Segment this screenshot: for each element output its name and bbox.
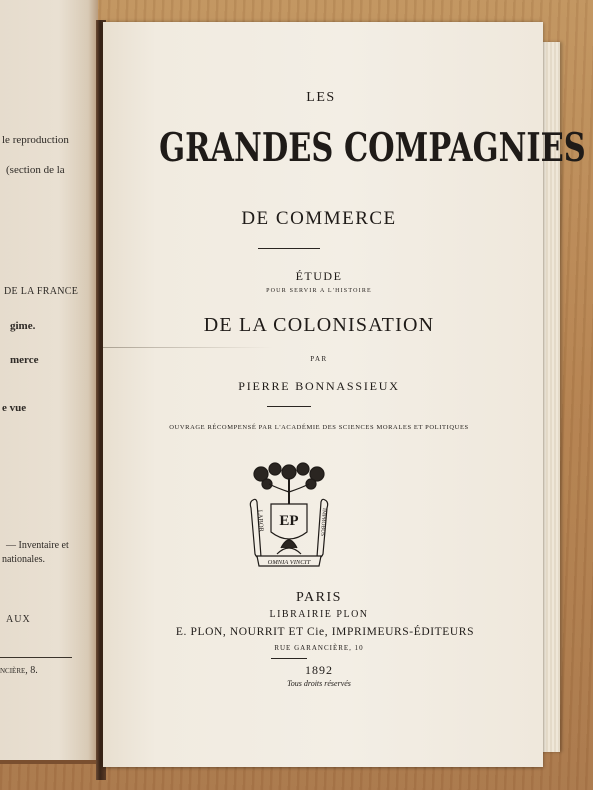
- printers: E. PLON, NOURRIT ET Cie, IMPRIMEURS-ÉDITEURS: [175, 626, 475, 638]
- left-page-rule: [0, 657, 72, 658]
- city: PARIS: [296, 590, 342, 605]
- left-page-line: e vue: [2, 402, 27, 414]
- publisher-emblem: [247, 462, 331, 570]
- main-title: [99, 125, 586, 171]
- left-page-line: DE LA FRANCE: [4, 286, 79, 297]
- emblem-monogram: EP: [279, 513, 299, 529]
- etude: ÉTUDE: [295, 269, 343, 283]
- page-crease: [103, 347, 273, 348]
- left-page-line: le reproduction: [2, 134, 69, 146]
- author: PIERRE BONNASSIEUX: [238, 379, 400, 393]
- left-page-line: merce: [10, 354, 39, 366]
- left-page-line: nationales.: [2, 554, 46, 565]
- left-page-line: — Inventaire et: [6, 540, 69, 551]
- emblem-motto-right: IMPROBUS: [319, 507, 327, 537]
- left-page-line: ncière, 8.: [0, 665, 38, 676]
- title-les: LES: [306, 90, 336, 105]
- publisher-emblem-icon: [247, 462, 331, 570]
- award: OUVRAGE RÉCOMPENSÉ PAR L'ACADÉMIE DES SCIENCES MORALES ET POLITIQUES: [169, 424, 469, 431]
- publisher: LIBRAIRIE PLON: [269, 609, 369, 620]
- emblem-motto-left: LABOR: [256, 509, 265, 533]
- left-page-line: gime.: [10, 320, 36, 332]
- left-page: [0, 0, 98, 764]
- address: RUE GARANCIÈRE, 10: [274, 644, 364, 652]
- rule-1: [258, 248, 320, 249]
- rule-2: [267, 406, 311, 407]
- subtitle: DE COMMERCE: [241, 208, 397, 229]
- left-page-line: (section de la: [6, 164, 65, 176]
- title-page: [103, 22, 586, 767]
- colonisation: DE LA COLONISATION: [203, 314, 435, 336]
- pour-servir: POUR SERVIR A L'HISTOIRE: [266, 288, 372, 294]
- year: 1892: [305, 663, 333, 677]
- rights: Tous droits réservés: [287, 679, 351, 688]
- left-page-line: AUX: [6, 614, 31, 625]
- rule-3: [271, 658, 307, 659]
- main-title-text: GRANDES COMPAGNIES: [159, 125, 586, 171]
- par: PAR: [310, 355, 328, 363]
- emblem-motto-bottom: OMNIA VINCIT: [267, 559, 311, 566]
